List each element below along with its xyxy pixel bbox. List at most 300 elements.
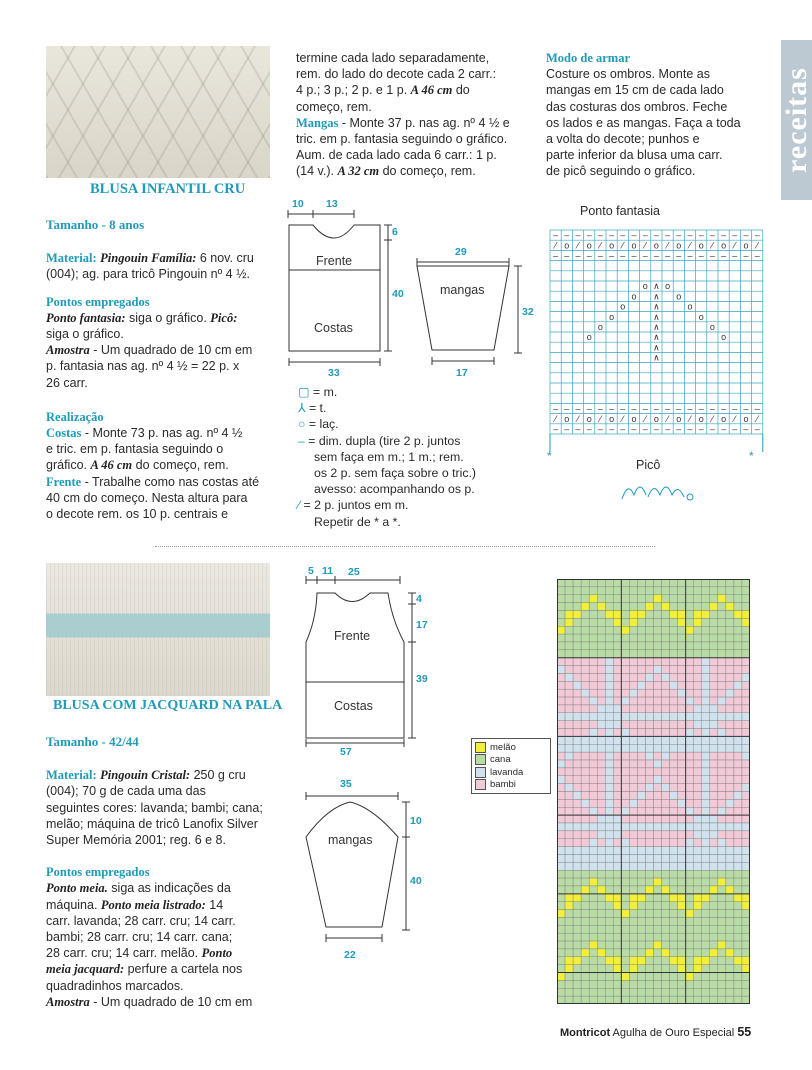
jacquard-cell xyxy=(581,894,589,902)
jacquard-cell xyxy=(726,823,734,831)
jacquard-cell xyxy=(565,839,573,847)
jacquard-cell xyxy=(581,925,589,933)
jacquard-cell xyxy=(734,988,742,996)
jacquard-cell xyxy=(726,681,734,689)
jacquard-cell xyxy=(605,807,613,815)
jacquard-cell xyxy=(726,925,734,933)
jacquard-cell xyxy=(742,713,750,721)
jacquard-cell xyxy=(694,831,702,839)
jacquard-cell xyxy=(605,870,613,878)
jacquard-cell xyxy=(605,752,613,760)
jacquard-cell xyxy=(654,980,662,988)
jacquard-cell xyxy=(605,847,613,855)
jacquard-cell xyxy=(694,973,702,981)
jacquard-cell xyxy=(629,973,637,981)
dim-13: 13 xyxy=(326,198,338,210)
jacquard-cell xyxy=(613,886,621,894)
jacquard-cell xyxy=(589,847,597,855)
jacquard-cell xyxy=(589,760,597,768)
chart-symbol: – xyxy=(564,424,570,434)
jacquard-cell xyxy=(613,634,621,642)
jacquard-cell xyxy=(678,886,686,894)
jacquard-cell xyxy=(710,752,718,760)
dim2-17: 17 xyxy=(416,619,428,631)
jacquard-cell xyxy=(710,792,718,800)
jacquard-cell xyxy=(573,673,581,681)
jacquard-cell xyxy=(662,729,670,737)
jacquard-cell xyxy=(670,792,678,800)
jacquard-cell xyxy=(662,618,670,626)
jacquard-cell xyxy=(589,744,597,752)
jacquard-cell xyxy=(718,996,726,1004)
jacquard-cell xyxy=(718,721,726,729)
jacquard-cell xyxy=(645,579,653,587)
jacquard-cell xyxy=(670,776,678,784)
jacquard-cell xyxy=(686,996,694,1004)
jacquard-cell xyxy=(573,736,581,744)
jacquard-cell xyxy=(557,626,565,634)
dim-40: 40 xyxy=(392,288,404,300)
jacquard-cell xyxy=(670,673,678,681)
jacquard-cell xyxy=(710,618,718,626)
jacquard-cell xyxy=(589,768,597,776)
jacquard-cell xyxy=(581,965,589,973)
jacquard-cell xyxy=(662,642,670,650)
jacquard-cell xyxy=(734,595,742,603)
jacquard-cell xyxy=(654,894,662,902)
jacquard-cell xyxy=(621,642,629,650)
jacquard-cell xyxy=(702,823,710,831)
jacquard-cell xyxy=(662,973,670,981)
jacquard-cell xyxy=(662,878,670,886)
jacquard-cell xyxy=(734,973,742,981)
jacquard-cell xyxy=(565,595,573,603)
jacquard-cell xyxy=(581,673,589,681)
jacquard-cell xyxy=(629,988,637,996)
jacquard-cell xyxy=(670,933,678,941)
jacquard-cell xyxy=(637,973,645,981)
jacquard-cell xyxy=(589,634,597,642)
title-blusa-infantil: BLUSA INFANTIL CRU xyxy=(90,181,246,197)
jacquard-cell xyxy=(662,721,670,729)
jacquard-cell xyxy=(734,610,742,618)
jacquard-cell xyxy=(710,941,718,949)
jacquard-cell xyxy=(621,776,629,784)
jacquard-cell xyxy=(605,933,613,941)
jacquard-cell xyxy=(589,729,597,737)
chart-symbol: – xyxy=(743,250,749,261)
jacquard-cell xyxy=(573,862,581,870)
jacquard-cell xyxy=(694,949,702,957)
jacquard-cell xyxy=(597,752,605,760)
jacquard-cell xyxy=(710,729,718,737)
chart-symbol: o xyxy=(721,240,727,251)
jacquard-cell xyxy=(686,673,694,681)
jacquard-cell xyxy=(581,697,589,705)
jacquard-cell xyxy=(678,681,686,689)
jacquard-cell xyxy=(662,768,670,776)
jacquard-cell xyxy=(621,768,629,776)
jacquard-cell xyxy=(662,996,670,1004)
jacquard-cell xyxy=(718,933,726,941)
chart-symbol: – xyxy=(653,250,659,261)
chart-symbol: – xyxy=(732,424,738,434)
jacquard-cell xyxy=(686,681,694,689)
photo-blusa-infantil xyxy=(46,46,270,178)
jacquard-cell xyxy=(702,760,710,768)
jacquard-cell xyxy=(589,713,597,721)
chart-symbol: o xyxy=(698,413,704,424)
jacquard-cell xyxy=(581,736,589,744)
jacquard-cell xyxy=(718,673,726,681)
blusa1-col2-top: termine cada lado separadamente, rem. do lado do decote cada 2 carr.: 4 p.; 3 p.; 2 p. e 1 p. A 46 cm do começo, rem. Mangas - Monte 37 p. nas ag. nº 4 ½ e tric. em p. fantasia seguindo o gráfico. Aum. de cada lado cada 6 carr.: 1 p. (14 v.). A 32 cm do começo, rem. xyxy=(296,51,510,179)
jacquard-cell xyxy=(645,925,653,933)
jacquard-cell xyxy=(605,917,613,925)
jacquard-cell xyxy=(613,854,621,862)
jacquard-cell xyxy=(718,736,726,744)
jacquard-cell xyxy=(605,634,613,642)
jacquard-cell xyxy=(581,854,589,862)
jacquard-cell xyxy=(678,973,686,981)
jacquard-cell xyxy=(718,957,726,965)
jacquard-cell xyxy=(605,988,613,996)
jacquard-cell xyxy=(734,760,742,768)
jacquard-cell xyxy=(629,603,637,611)
jacquard-cell xyxy=(686,965,694,973)
jacquard-cell xyxy=(557,634,565,642)
jacquard-cell xyxy=(710,910,718,918)
pontos2-para: Ponto meia. siga as indicações da máquina. Ponto meia listrado: 14 carr. lavanda; 28 carr. cru; 14 carr. bambi; 28 carr. cru; 14 carr. cana; 28 carr. cru; 14 carr. melão. Ponto meia jacquard: perfure a cartela nos quadradinhos marcados. Amostra - Um quadrado de 10 cm em xyxy=(46,881,253,1009)
jacquard-cell xyxy=(678,603,686,611)
jacquard-cell xyxy=(613,973,621,981)
jacquard-cell xyxy=(694,610,702,618)
jacquard-cell xyxy=(734,658,742,666)
jacquard-cell xyxy=(686,957,694,965)
jacquard-cell xyxy=(565,854,573,862)
jacquard-cell xyxy=(621,847,629,855)
jacquard-cell xyxy=(573,697,581,705)
jacquard-cell xyxy=(678,618,686,626)
chart-symbol: – xyxy=(575,403,581,414)
jacquard-cell xyxy=(557,658,565,666)
chart-symbol: o xyxy=(586,240,592,251)
jacquard-cell xyxy=(605,744,613,752)
jacquard-cell xyxy=(605,823,613,831)
jacquard-cell xyxy=(726,862,734,870)
chart-symbol: ⁄ xyxy=(577,240,579,251)
jacquard-cell xyxy=(742,847,750,855)
chart-symbol: ⁄ xyxy=(756,413,758,424)
chart-symbol: – xyxy=(709,230,715,241)
jacquard-cell xyxy=(686,587,694,595)
jacquard-cell xyxy=(621,988,629,996)
jacquard-cell xyxy=(621,925,629,933)
color-legend-label: lavanda xyxy=(490,766,524,778)
jacquard-cell xyxy=(710,595,718,603)
jacquard-cell xyxy=(742,579,750,587)
jacquard-cell xyxy=(629,776,637,784)
jacquard-cell xyxy=(742,776,750,784)
color-legend-item xyxy=(475,779,547,792)
chart-symbol: o xyxy=(653,413,659,424)
jacquard-cell xyxy=(629,697,637,705)
jacquard-cell xyxy=(734,768,742,776)
jacquard-cell xyxy=(694,886,702,894)
jacquard-cell xyxy=(710,925,718,933)
jacquard-cell xyxy=(621,666,629,674)
jacquard-cell xyxy=(670,886,678,894)
jacquard-cell xyxy=(621,634,629,642)
jacquard-cell xyxy=(629,713,637,721)
jacquard-cell xyxy=(565,634,573,642)
jacquard-cell xyxy=(718,807,726,815)
jacquard-cell xyxy=(710,776,718,784)
jacquard-cell xyxy=(573,980,581,988)
jacquard-cell xyxy=(565,807,573,815)
jacquard-cell xyxy=(734,910,742,918)
jacquard-cell xyxy=(686,689,694,697)
jacquard-cell xyxy=(710,862,718,870)
jacquard-cell xyxy=(637,807,645,815)
jacquard-cell xyxy=(597,878,605,886)
jacquard-cell xyxy=(605,579,613,587)
jacquard-cell xyxy=(621,831,629,839)
jacquard-cell xyxy=(645,705,653,713)
symbol-legend: ▢ = m. ⅄ = t. ○ = laç. – = dim. dupla (tire 2 p. juntos sem faça em m.; 1 m.; rem. os 2 p. sem faça sobre o tric.) avesso: acompanhando os p. ⁄ = 2 p. juntos em m. Repetir de * a *. xyxy=(298,385,476,529)
jacquard-cell xyxy=(589,752,597,760)
jacquard-cell xyxy=(557,799,565,807)
jacquard-cell xyxy=(573,642,581,650)
jacquard-cell xyxy=(557,917,565,925)
jacquard-cell xyxy=(605,642,613,650)
jacquard-cell xyxy=(597,689,605,697)
jacquard-cell xyxy=(742,839,750,847)
chart-symbol: – xyxy=(553,250,559,261)
chart-symbol: – xyxy=(709,250,715,261)
jacquard-cell xyxy=(670,603,678,611)
jacquard-cell xyxy=(589,886,597,894)
jacquard-cell xyxy=(694,729,702,737)
jacquard-cell xyxy=(621,854,629,862)
jacquard-cell xyxy=(581,847,589,855)
jacquard-cell xyxy=(718,579,726,587)
jacquard-cell xyxy=(573,870,581,878)
jacquard-cell xyxy=(597,618,605,626)
jacquard-cell xyxy=(686,595,694,603)
jacquard-cell xyxy=(678,807,686,815)
chart-symbol: ∧ xyxy=(653,342,660,353)
chart-symbol: – xyxy=(620,403,626,414)
jacquard-cell xyxy=(629,902,637,910)
jacquard-cell xyxy=(621,697,629,705)
color-legend-item xyxy=(475,766,547,779)
dim2-35: 35 xyxy=(340,778,352,790)
jacquard-cell xyxy=(621,579,629,587)
jacquard-cell xyxy=(702,752,710,760)
jacquard-cell xyxy=(726,980,734,988)
jacquard-cell xyxy=(597,736,605,744)
jacquard-cell xyxy=(662,910,670,918)
chart-symbol: o xyxy=(721,332,727,343)
jacquard-cell xyxy=(613,689,621,697)
jacquard-cell xyxy=(694,618,702,626)
jacquard-cell xyxy=(710,658,718,666)
jacquard-cell xyxy=(654,886,662,894)
jacquard-cell xyxy=(605,784,613,792)
jacquard-cell xyxy=(726,973,734,981)
chart-symbol: o xyxy=(586,413,592,424)
jacquard-cell xyxy=(678,697,686,705)
jacquard-cell xyxy=(662,776,670,784)
jacquard-cell xyxy=(557,941,565,949)
jacquard-cell xyxy=(597,854,605,862)
jacquard-cell xyxy=(645,634,653,642)
jacquard-cell xyxy=(637,957,645,965)
chart-symbol: – xyxy=(665,424,671,434)
jacquard-cell xyxy=(597,807,605,815)
material2-para: Material: Pingouin Cristal: 250 g cru (004); 70 g de cada uma das seguintes cores: lavanda; bambi; cana; melão; máquina de tricô Lanofix Silver Super Memória 2001; reg. 6 e 8. xyxy=(46,768,263,848)
jacquard-cell xyxy=(742,595,750,603)
jacquard-cell xyxy=(654,666,662,674)
jacquard-cell xyxy=(734,831,742,839)
chart-symbol: ⁄ xyxy=(711,240,714,251)
jacquard-cell xyxy=(613,768,621,776)
jacquard-cell xyxy=(581,949,589,957)
jacquard-cell xyxy=(589,965,597,973)
chart-symbol: – xyxy=(609,250,615,261)
jacquard-cell xyxy=(613,673,621,681)
jacquard-cell xyxy=(726,752,734,760)
jacquard-cell xyxy=(589,870,597,878)
jacquard-cell xyxy=(645,697,653,705)
jacquard-cell xyxy=(726,579,734,587)
jacquard-cell xyxy=(605,965,613,973)
jacquard-cell xyxy=(686,579,694,587)
jacquard-cell xyxy=(742,917,750,925)
jacquard-cell xyxy=(662,933,670,941)
dim2-22: 22 xyxy=(344,949,356,961)
jacquard-cell xyxy=(686,886,694,894)
jacquard-cell xyxy=(702,736,710,744)
jacquard-cell xyxy=(557,933,565,941)
jacquard-cell xyxy=(565,894,573,902)
dim2-10: 10 xyxy=(410,815,422,827)
jacquard-cell xyxy=(605,957,613,965)
jacquard-cell xyxy=(654,910,662,918)
jacquard-cell xyxy=(637,603,645,611)
jacquard-cell xyxy=(742,957,750,965)
jacquard-cell xyxy=(597,870,605,878)
jacquard-cell xyxy=(726,815,734,823)
jacquard-cell xyxy=(670,721,678,729)
jacquard-cell xyxy=(686,949,694,957)
jacquard-cell xyxy=(718,697,726,705)
chart-symbol: – xyxy=(698,250,704,261)
jacquard-cell xyxy=(710,980,718,988)
jacquard-cell xyxy=(670,965,678,973)
jacquard-cell xyxy=(662,799,670,807)
jacquard-cell xyxy=(702,831,710,839)
jacquard-cell xyxy=(589,878,597,886)
jacquard-cell xyxy=(597,610,605,618)
jacquard-cell xyxy=(581,681,589,689)
jacquard-cell xyxy=(629,650,637,658)
jacquard-cell xyxy=(694,917,702,925)
jacquard-cell xyxy=(621,713,629,721)
jacquard-cell xyxy=(573,933,581,941)
chart-symbol: o xyxy=(642,281,648,292)
jacquard-cell xyxy=(589,973,597,981)
jacquard-cell xyxy=(686,925,694,933)
jacquard-cell xyxy=(629,799,637,807)
jacquard-cell xyxy=(678,831,686,839)
jacquard-cell xyxy=(581,799,589,807)
jacquard-cell xyxy=(654,713,662,721)
jacquard-cell xyxy=(597,713,605,721)
jacquard-cell xyxy=(581,917,589,925)
chart-symbol: – xyxy=(676,424,682,434)
jacquard-cell xyxy=(621,807,629,815)
jacquard-cell xyxy=(565,729,573,737)
chart-symbol: o xyxy=(687,301,693,312)
jacquard-cell xyxy=(645,736,653,744)
jacquard-cell xyxy=(654,799,662,807)
jacquard-cell xyxy=(678,689,686,697)
jacquard-cell xyxy=(734,823,742,831)
jacquard-cell xyxy=(686,988,694,996)
jacquard-cell xyxy=(726,902,734,910)
jacquard-cell xyxy=(637,760,645,768)
jacquard-cell xyxy=(726,949,734,957)
jacquard-cell xyxy=(573,973,581,981)
jacquard-cell xyxy=(565,579,573,587)
jacquard-cell xyxy=(734,925,742,933)
jacquard-cell xyxy=(557,957,565,965)
jacquard-cell xyxy=(645,666,653,674)
jacquard-cell xyxy=(581,792,589,800)
chart-symbol: – xyxy=(564,403,570,414)
jacquard-cell xyxy=(589,721,597,729)
jacquard-cell xyxy=(573,831,581,839)
jacquard-cell xyxy=(613,587,621,595)
jacquard-cell xyxy=(645,831,653,839)
color-swatch xyxy=(475,742,486,753)
jacquard-cell xyxy=(629,752,637,760)
jacquard-cell xyxy=(718,768,726,776)
jacquard-cell xyxy=(605,894,613,902)
jacquard-cell xyxy=(573,768,581,776)
jacquard-cell xyxy=(645,878,653,886)
jacquard-cell xyxy=(589,642,597,650)
jacquard-cell xyxy=(710,917,718,925)
color-swatch xyxy=(475,767,486,778)
jacquard-cell xyxy=(589,988,597,996)
jacquard-cell xyxy=(686,721,694,729)
pontos2-heading: Pontos empregados xyxy=(46,865,150,880)
jacquard-cell xyxy=(702,965,710,973)
jacquard-cell xyxy=(597,988,605,996)
jacquard-cell xyxy=(718,799,726,807)
jacquard-cell xyxy=(742,799,750,807)
jacquard-cell xyxy=(629,854,637,862)
chart-symbol: – xyxy=(575,424,581,434)
jacquard-cell xyxy=(686,823,694,831)
jacquard-cell xyxy=(621,650,629,658)
jacquard-cell xyxy=(573,910,581,918)
jacquard-cell xyxy=(694,666,702,674)
jacquard-cell xyxy=(581,784,589,792)
jacquard-cell xyxy=(629,618,637,626)
